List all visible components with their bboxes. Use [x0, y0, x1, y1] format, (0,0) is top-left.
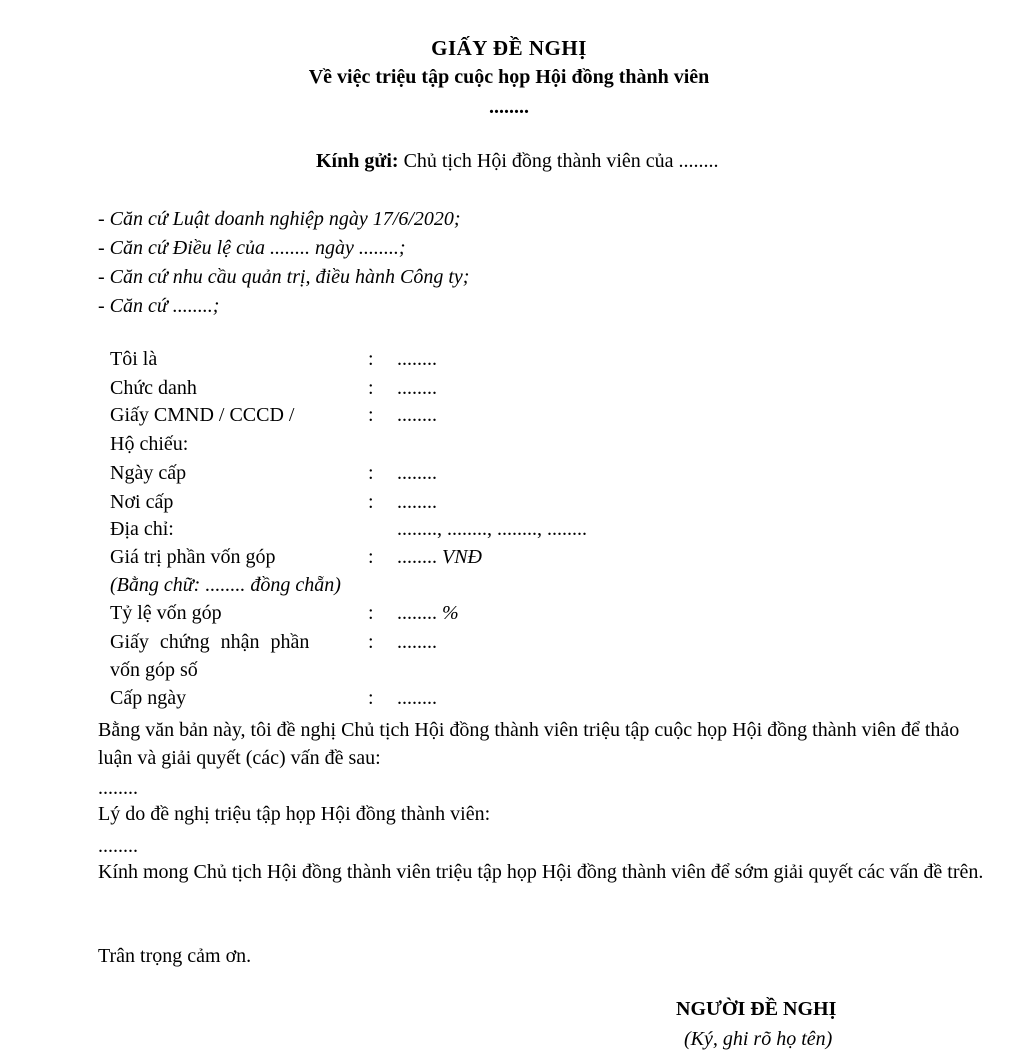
info-value: ........	[397, 687, 437, 709]
legal-basis-item: - Căn cứ Điều lệ của ........ ngày ........;	[98, 237, 406, 259]
info-label: Tôi là	[110, 348, 158, 370]
info-label: Giá trị phần vốn góp	[110, 546, 276, 568]
closing-request: Kính mong Chủ tịch Hội đồng thành viên triệu tập họp Hội đồng thành viên để sớm giải quyết các vấn đề trên.	[98, 861, 984, 883]
info-value: ........	[397, 348, 437, 370]
info-colon: :	[368, 491, 374, 513]
info-colon: :	[368, 631, 374, 653]
info-value	[397, 546, 482, 569]
info-label: Giấy chứng nhận phần	[110, 631, 310, 653]
info-colon: :	[368, 687, 374, 709]
info-label: Tỷ lệ vốn góp	[110, 602, 222, 624]
info-label: Chức danh	[110, 377, 197, 399]
info-colon: :	[368, 546, 374, 568]
info-value: ........	[397, 404, 437, 426]
info-label: Ngày cấp	[110, 462, 187, 484]
percent-unit: %	[442, 602, 459, 624]
info-label: Giấy CMND / CCCD /	[110, 404, 295, 426]
recipient-line	[316, 150, 719, 173]
capital-words: (Bằng chữ: ........ đồng chẵn)	[110, 574, 341, 596]
thanks-line: Trân trọng cảm ơn.	[98, 945, 252, 967]
info-label: vốn góp số	[110, 659, 198, 681]
recipient-text: Chủ tịch Hội đồng thành viên của ........	[403, 150, 719, 172]
legal-basis-item: - Căn cứ nhu cầu quản trị, điều hành Công ty;	[98, 266, 470, 288]
ratio-value: ........	[397, 602, 437, 624]
capital-value: ........	[397, 546, 437, 568]
info-value: ........	[397, 462, 437, 484]
info-colon: :	[368, 404, 374, 426]
legal-bases	[98, 205, 469, 321]
recipient-label: Kính gửi:	[316, 150, 399, 172]
issues-placeholder: ........	[98, 777, 138, 799]
reason-label: Lý do đề nghị triệu tập họp Hội đồng thành viên:	[98, 803, 491, 825]
document-subtitle: Về việc triệu tập cuộc họp Hội đồng thành viên	[308, 66, 710, 88]
info-label: Cấp ngày	[110, 687, 187, 709]
signature-title: NGƯỜI ĐỀ NGHỊ	[676, 998, 837, 1020]
signature-note: (Ký, ghi rõ họ tên)	[684, 1028, 833, 1050]
legal-basis-item: - Căn cứ Luật doanh nghiệp ngày 17/6/2020;	[98, 208, 461, 230]
info-label: Hộ chiếu:	[110, 433, 189, 455]
info-value	[397, 602, 459, 625]
request-paragraph: Bằng văn bản này, tôi đề nghị Chủ tịch Hội đồng thành viên triệu tập cuộc họp Hội đồng thành viên để thảo luận và giải quyết (các) vấn đề sau:	[98, 719, 960, 769]
info-colon: :	[368, 348, 374, 370]
currency-unit: VNĐ	[442, 546, 482, 568]
info-label: Nơi cấp	[110, 491, 174, 513]
reason-placeholder: ........	[98, 835, 138, 857]
info-value: ........	[397, 377, 437, 399]
document-title: GIẤY ĐỀ NGHỊ	[431, 36, 587, 60]
info-value: ........, ........, ........, ........	[397, 518, 587, 540]
info-colon: :	[368, 602, 374, 624]
info-colon: :	[368, 462, 374, 484]
info-value: ........	[397, 491, 437, 513]
info-value: ........	[397, 631, 437, 653]
company-placeholder: ........	[489, 96, 529, 118]
info-colon: :	[368, 377, 374, 399]
info-label: Địa chỉ:	[110, 518, 174, 540]
legal-basis-item: - Căn cứ ........;	[98, 295, 220, 317]
